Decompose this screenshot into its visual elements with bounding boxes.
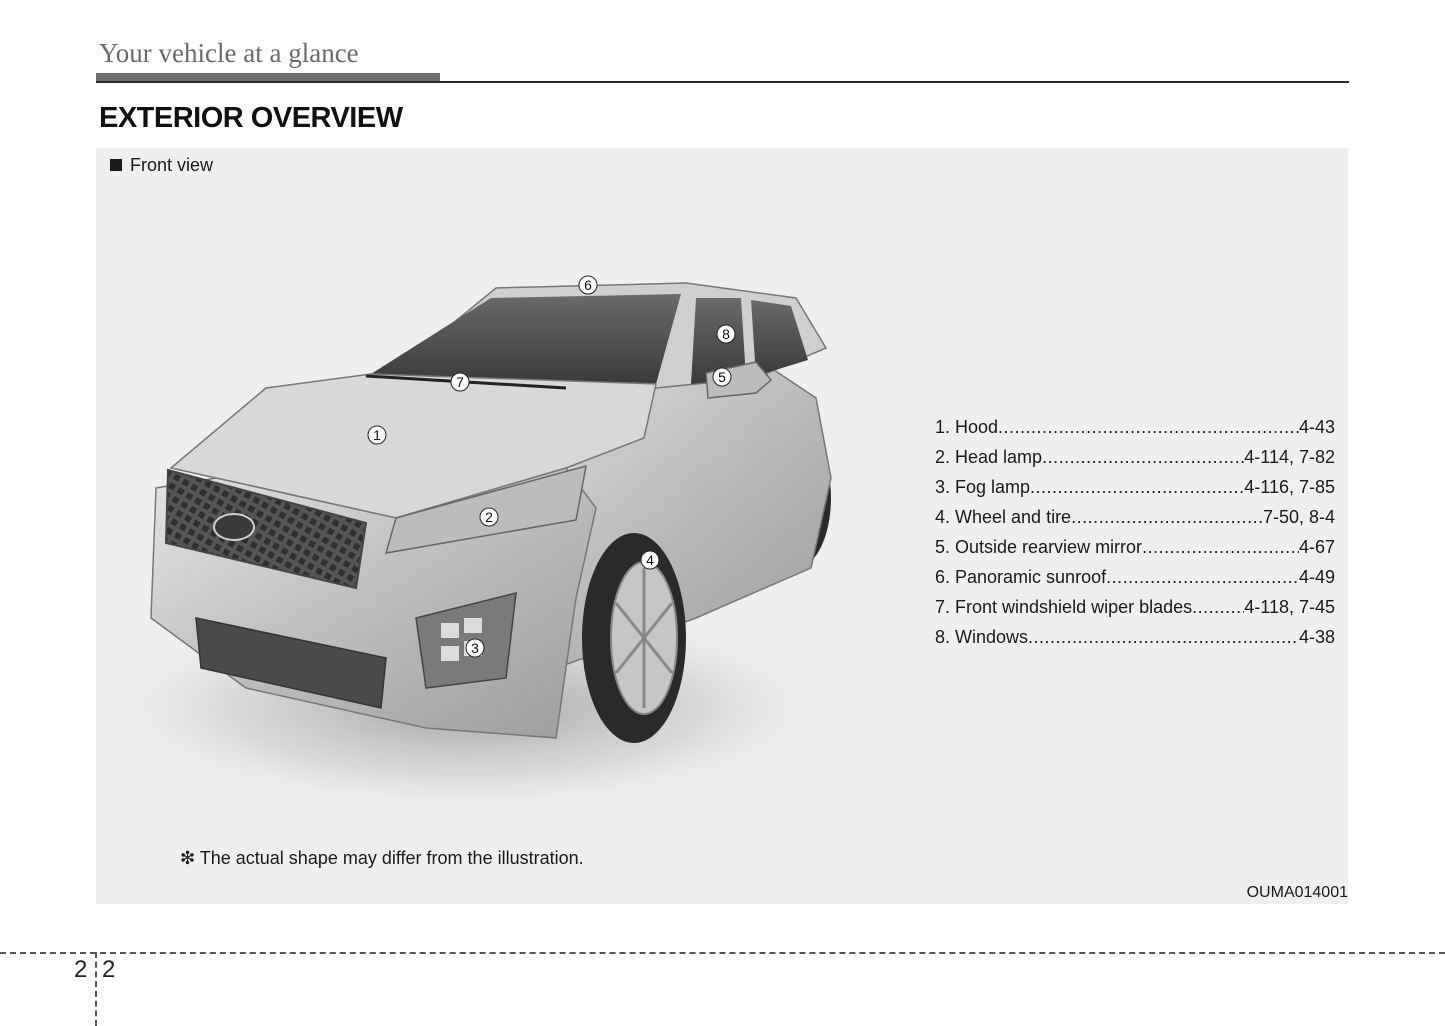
image-code: OUMA014001 <box>1246 884 1348 901</box>
page-number: 2 <box>102 956 116 983</box>
legend-item: 5. Outside rearview mirror ..... 4-67 <box>935 532 1335 562</box>
callout-1: 1 <box>373 427 381 443</box>
footer-rule <box>0 952 1445 954</box>
legend-item: 3. Fog lamp ..... 4-116, 7-85 <box>935 472 1335 502</box>
illustration-panel <box>96 148 1348 904</box>
legend-item: 2. Head lamp ..... 4-114, 7-82 <box>935 442 1335 472</box>
illustration-note: ❇ The actual shape may differ from the illustration. <box>180 848 584 868</box>
car-illustration <box>96 148 996 848</box>
callout-6: 6 <box>584 277 592 293</box>
legend-item: 1. Hood ..... 4-43 <box>935 412 1335 442</box>
legend-item: 6. Panoramic sunroof ..... 4-49 <box>935 562 1335 592</box>
callout-2: 2 <box>485 509 493 525</box>
parts-legend <box>935 412 1335 652</box>
legend-item: 4. Wheel and tire ..... 7-50, 8-4 <box>935 502 1335 532</box>
chapter-number: 2 <box>74 956 88 983</box>
legend-item: 7. Front windshield wiper blades ..... 4-118, 7-45 <box>935 592 1335 622</box>
section-header: Your vehicle at a glance <box>99 38 359 68</box>
callout-3: 3 <box>471 640 479 656</box>
callout-4: 4 <box>646 552 654 568</box>
callout-5: 5 <box>718 369 726 385</box>
header-rule <box>96 81 1349 83</box>
callout-7: 7 <box>456 374 464 390</box>
legend-item: 8. Windows ..... 4-38 <box>935 622 1335 652</box>
callout-8: 8 <box>722 326 730 342</box>
view-subheading: Front view <box>110 155 213 176</box>
page-title: EXTERIOR OVERVIEW <box>99 102 403 134</box>
footer-divider <box>95 952 97 1026</box>
